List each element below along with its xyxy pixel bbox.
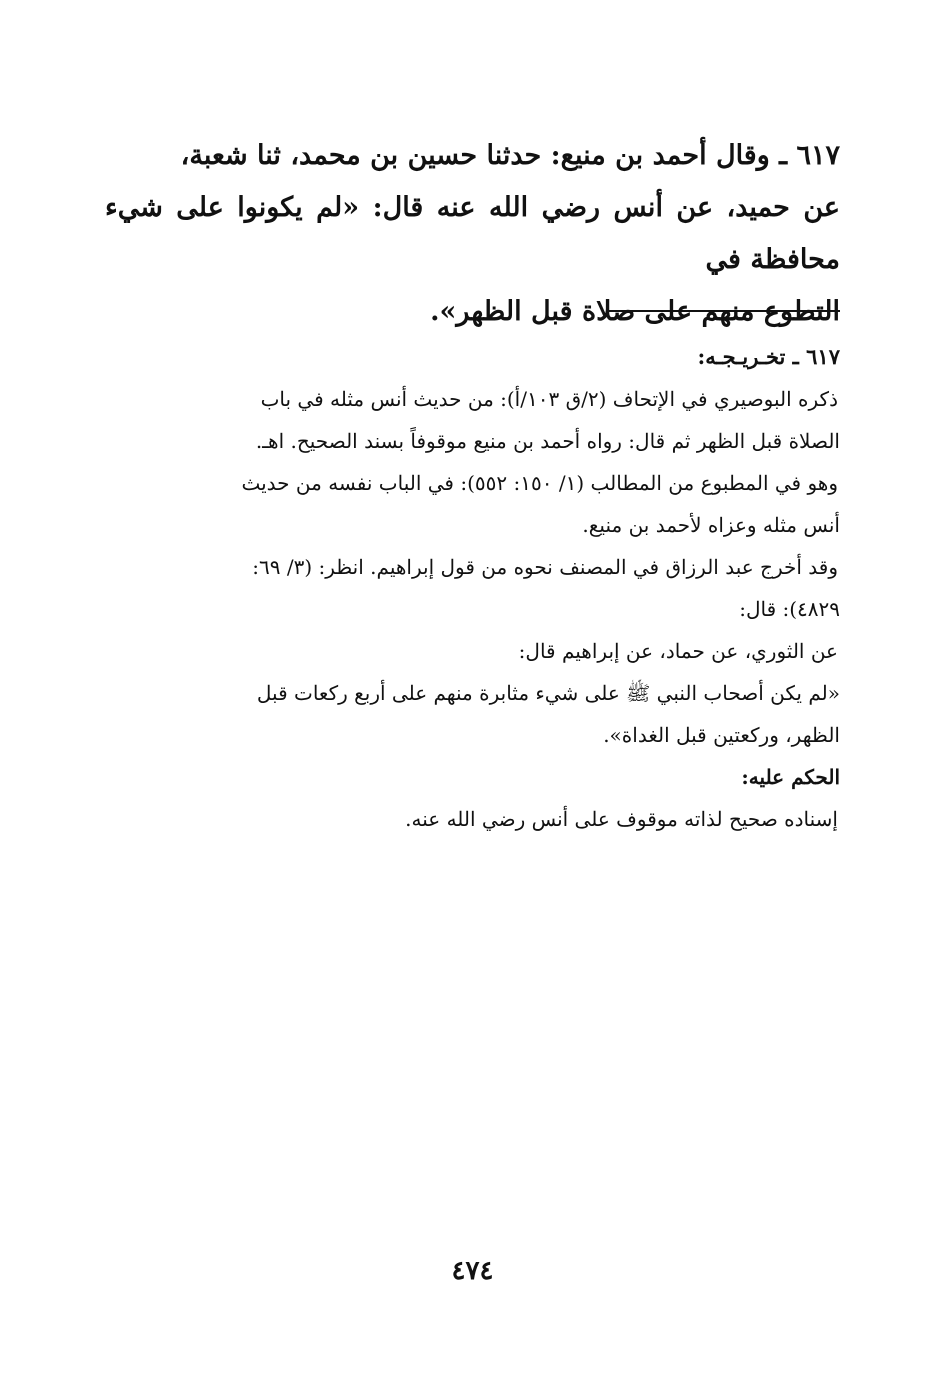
ruling-text: إسناده صحيح لذاته موقوف على أنس رضي الله عنه. (405, 807, 838, 831)
note-line-1a: ذكره البوصيري في الإتحاف (٢/ق ١٠٣/أ): من حديث أنس مثله في باب (260, 387, 838, 411)
note-line-5a: «لم يكن أصحاب النبي ﷺ على شيء مثابرة منهم على أربع ركعات قبل (256, 681, 840, 705)
ruling-heading: الحكم عليه: (741, 765, 840, 789)
takhrij-heading: ٦١٧ ـ تخـريـجـه: (697, 344, 840, 369)
note-line-2a: وهو في المطبوع من المطالب (١/ ١٥٠: ٥٥٢): في الباب نفسه من حديث (241, 471, 838, 495)
note-line-5b: الظهر، وركعتين قبل الغداة». (603, 723, 840, 747)
hadith-line-1-text: وقال أحمد بن منيع: حدثنا حسين بن محمد، ثنا شعبة، (180, 140, 770, 171)
hadith-text (105, 130, 840, 338)
hadith-number: ٦١٧ ـ (779, 140, 840, 171)
footnote-divider (608, 310, 840, 312)
hadith-line-3: التطوع منهم على صلاة قبل الظهر». (430, 296, 840, 327)
note-line-2b: أنس مثله وعزاه لأحمد بن منيع. (582, 513, 840, 537)
note-line-4: عن الثوري، عن حماد، عن إبراهيم قال: (518, 639, 838, 663)
page-number: ٤٧٤ (451, 1256, 494, 1286)
footnotes (105, 336, 840, 840)
note-line-3b: ٤٨٢٩): قال: (739, 597, 840, 621)
note-line-3a: وقد أخرج عبد الرزاق في المصنف نحوه من قول إبراهيم. انظر: (٣/ ٦٩: (252, 555, 838, 579)
hadith-line-1 (105, 130, 840, 182)
note-line-1b: الصلاة قبل الظهر ثم قال: رواه أحمد بن منيع موقوفاً بسند الصحيح. اهـ. (255, 429, 840, 453)
hadith-line-2: عن حميد، عن أنس رضي الله عنه قال: «لم يكونوا على شيء محافظة في (105, 192, 840, 275)
